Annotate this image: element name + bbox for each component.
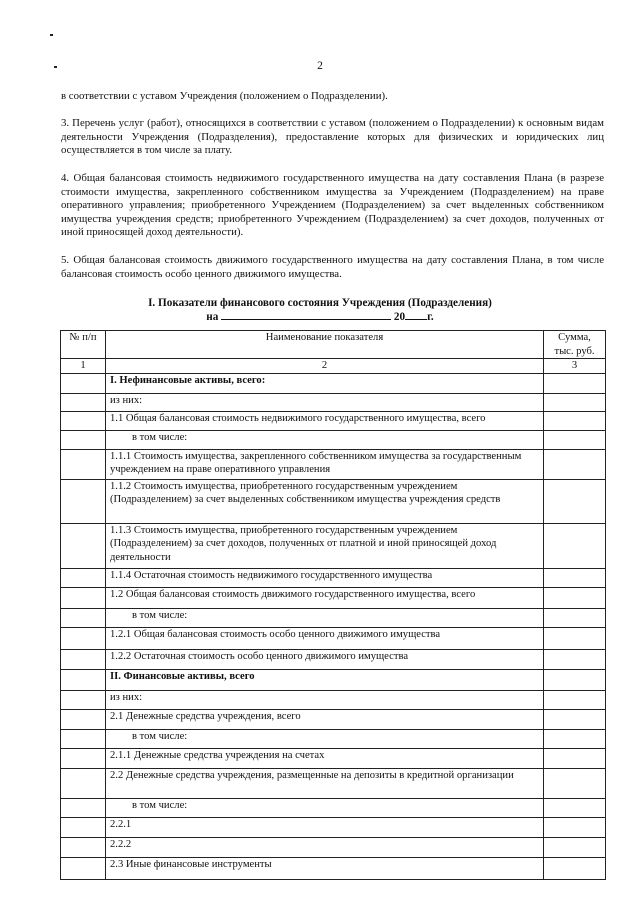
sum-cell[interactable] — [544, 430, 606, 449]
row-number-cell — [61, 608, 106, 627]
indicator-name-cell: в том числе: — [106, 430, 544, 449]
row-number-cell — [61, 748, 106, 768]
table-row — [61, 798, 606, 817]
sum-cell[interactable] — [544, 479, 606, 523]
indicator-name-cell: из них: — [106, 690, 544, 709]
row-number-cell — [61, 449, 106, 479]
sum-cell[interactable] — [544, 669, 606, 690]
table-row — [61, 837, 606, 857]
row-number-cell — [61, 568, 106, 587]
row-number-cell — [61, 627, 106, 649]
indicator-name-cell: 1.1.4 Остаточная стоимость недвижимого государственного имущества — [106, 568, 544, 587]
table-row — [61, 411, 606, 430]
sum-cell[interactable] — [544, 729, 606, 748]
indicator-name-cell: 2.3 Иные финансовые инструменты — [106, 857, 544, 879]
sum-cell[interactable] — [544, 768, 606, 798]
sum-cell[interactable] — [544, 608, 606, 627]
row-number-cell — [61, 393, 106, 411]
sum-cell[interactable] — [544, 393, 606, 411]
row-number-cell — [61, 817, 106, 837]
indicator-name-cell: II. Финансовые активы, всего — [106, 669, 544, 690]
table-row — [61, 430, 606, 449]
row-number-cell — [61, 729, 106, 748]
row-number-cell — [61, 411, 106, 430]
table-row — [61, 748, 606, 768]
table-row — [61, 729, 606, 748]
table-row — [61, 649, 606, 669]
indicator-name-cell: 2.2.2 — [106, 837, 544, 857]
indicator-name-cell: 1.1.3 Стоимость имущества, приобретенного государственным учреждением (Подразделением) за счет доходов, полученных от платной и иной приносящей доход деятельности — [106, 523, 544, 568]
table-row — [61, 608, 606, 627]
date-year: 20 — [393, 311, 406, 323]
indicator-name-cell: 1.1.2 Стоимость имущества, приобретенного государственным учреждением (Подразделением) за счет выделенных собственником имущества учреждения средств — [106, 479, 544, 523]
row-number-cell — [61, 649, 106, 669]
row-number-cell — [61, 523, 106, 568]
row-number-cell — [61, 768, 106, 798]
row-number-cell — [61, 430, 106, 449]
section-title: I. Показатели финансового состояния Учреждения (Подразделения) — [148, 297, 492, 309]
indicator-name-cell: 1.1.1 Стоимость имущества, закрепленного собственником имущества за государственным учреждением на праве оперативного управления — [106, 449, 544, 479]
row-number-cell — [61, 479, 106, 523]
row-number-cell — [61, 373, 106, 393]
row-number-cell — [61, 669, 106, 690]
indicator-name-cell: 1.2.2 Остаточная стоимость особо ценного движимого имущества — [106, 649, 544, 669]
table-row — [61, 768, 606, 798]
date-suffix: г. — [427, 311, 434, 323]
column-number: 2 — [106, 359, 544, 374]
row-number-cell — [61, 837, 106, 857]
header-number: № п/п — [61, 331, 106, 359]
table-row — [61, 857, 606, 879]
year-blank — [405, 309, 427, 320]
paragraph-3: 3. Перечень услуг (работ), относящихся в соответствии с уставом (положением о Подразделении) к основным видам деятельности Учреждения (Подразделения), предоставление которых для физических и юридических лиц осуществляется в том числе за плату. — [61, 117, 604, 157]
indicator-name-cell: в том числе: — [106, 608, 544, 627]
table-header-row — [61, 331, 606, 359]
page-number: 2 — [317, 60, 323, 72]
paragraph-2-continuation: в соответствии с уставом Учреждения (положением о Подразделении). — [61, 90, 388, 102]
table-row — [61, 627, 606, 649]
table-row — [61, 373, 606, 393]
indicator-name-cell: 1.2 Общая балансовая стоимость движимого государственного имущества, всего — [106, 587, 544, 608]
table-row — [61, 709, 606, 729]
table-row — [61, 523, 606, 568]
sum-cell[interactable] — [544, 817, 606, 837]
row-number-cell — [61, 587, 106, 608]
indicator-name-cell: в том числе: — [106, 798, 544, 817]
date-blank — [221, 309, 391, 320]
sum-cell[interactable] — [544, 798, 606, 817]
date-prefix: на — [206, 311, 219, 323]
sum-cell[interactable] — [544, 709, 606, 729]
indicator-name-cell: в том числе: — [106, 729, 544, 748]
sum-cell[interactable] — [544, 837, 606, 857]
paragraph-5: 5. Общая балансовая стоимость движимого государственного имущества на дату составления Плана, в том числе балансовая стоимость особо ценного движимого имущества. — [61, 254, 604, 280]
table-row — [61, 568, 606, 587]
row-number-cell — [61, 857, 106, 879]
sum-cell[interactable] — [544, 857, 606, 879]
sum-cell[interactable] — [544, 373, 606, 393]
indicator-name-cell: 1.2.1 Общая балансовая стоимость особо ценного движимого имущества — [106, 627, 544, 649]
section-date-line — [0, 309, 640, 324]
sum-cell[interactable] — [544, 649, 606, 669]
header-indicator: Наименование показателя — [106, 331, 544, 359]
table-row — [61, 393, 606, 411]
sum-cell[interactable] — [544, 627, 606, 649]
table-row — [61, 669, 606, 690]
column-number-row — [61, 359, 606, 374]
indicator-name-cell: 2.1.1 Денежные средства учреждения на счетах — [106, 748, 544, 768]
indicator-name-cell: 2.2 Денежные средства учреждения, размещенные на депозиты в кредитной организации — [106, 768, 544, 798]
table-row — [61, 690, 606, 709]
financial-indicators-table — [60, 330, 606, 880]
sum-cell[interactable] — [544, 690, 606, 709]
indicator-name-cell: из них: — [106, 393, 544, 411]
column-number: 1 — [61, 359, 106, 374]
table-row — [61, 449, 606, 479]
sum-cell[interactable] — [544, 587, 606, 608]
scan-mark — [50, 34, 53, 36]
column-number: 3 — [544, 359, 606, 374]
sum-cell[interactable] — [544, 523, 606, 568]
paragraph-4: 4. Общая балансовая стоимость недвижимого государственного имущества на дату составления Плана (в разрезе стоимости имущества, закрепленного собственником имущества за Учреждением (Подразделением) на праве оперативного управления; приобретенного Учреждением (Подразделением) за счет выделенных собственником имущества учреждения средств; приобретенного Учреждением (Подразделением) за счет доходов, полученных от иной приносящей доход деятельности). — [61, 172, 604, 239]
sum-cell[interactable] — [544, 449, 606, 479]
row-number-cell — [61, 709, 106, 729]
table-body — [61, 373, 606, 879]
header-sum: Сумма, тыс. руб. — [544, 331, 606, 359]
table-row — [61, 587, 606, 608]
table-row — [61, 479, 606, 523]
sum-cell[interactable] — [544, 411, 606, 430]
table-row — [61, 817, 606, 837]
sum-cell[interactable] — [544, 568, 606, 587]
row-number-cell — [61, 798, 106, 817]
sum-cell[interactable] — [544, 748, 606, 768]
indicator-name-cell: 2.2.1 — [106, 817, 544, 837]
indicator-name-cell: 1.1 Общая балансовая стоимость недвижимого государственного имущества, всего — [106, 411, 544, 430]
row-number-cell — [61, 690, 106, 709]
indicator-name-cell: I. Нефинансовые активы, всего: — [106, 373, 544, 393]
indicator-name-cell: 2.1 Денежные средства учреждения, всего — [106, 709, 544, 729]
